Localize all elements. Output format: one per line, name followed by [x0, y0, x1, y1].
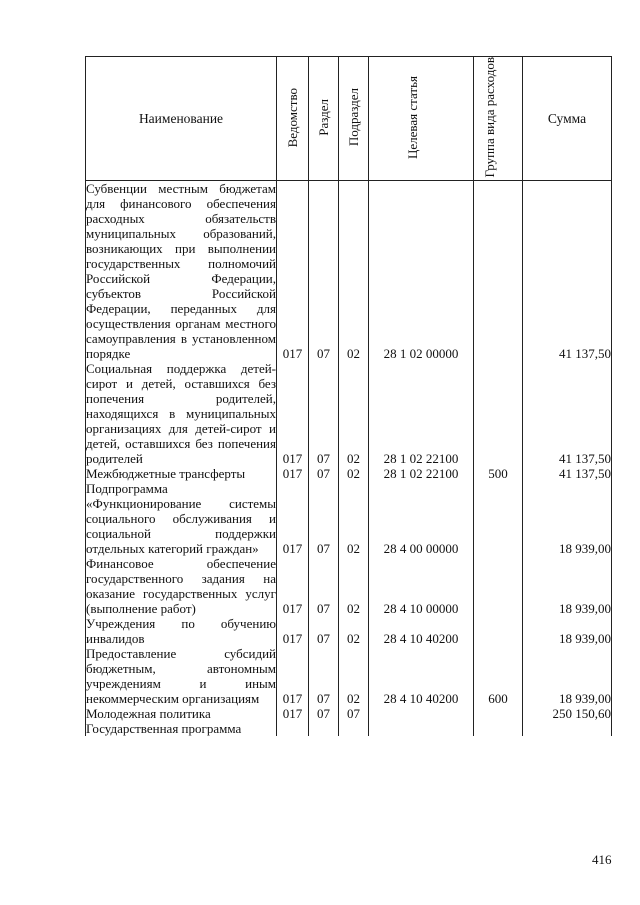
table-row — [86, 556, 612, 616]
header-razdel: Раздел — [315, 98, 331, 136]
row-podrazdel: 02 — [339, 556, 369, 616]
table-header-row — [86, 57, 612, 181]
row-celevaya-statya — [369, 721, 474, 736]
row-gruppa — [474, 721, 523, 736]
table-body — [86, 181, 612, 737]
table-row — [86, 721, 612, 736]
row-summa: 41 137,50 — [523, 466, 612, 481]
row-summa: 18 939,00 — [523, 556, 612, 616]
row-podrazdel: 02 — [339, 181, 369, 362]
row-name: Предоставление субсидий бюджетным, автономным учреждениям и иным некоммерческим организациям — [86, 646, 276, 707]
row-gruppa — [474, 481, 523, 556]
row-name: Государственная программа — [86, 721, 277, 736]
row-vedomstvo: 017 — [277, 181, 309, 362]
row-vedomstvo: 017 — [277, 556, 309, 616]
row-celevaya-statya: 28 1 02 00000 — [369, 181, 474, 362]
row-summa: 250 150,60 — [523, 706, 612, 721]
row-razdel: 07 — [309, 361, 339, 466]
row-vedomstvo: 017 — [277, 466, 309, 481]
header-podrazdel: Подраздел — [345, 88, 361, 147]
row-celevaya-statya: 28 4 00 00000 — [369, 481, 474, 556]
row-podrazdel: 02 — [339, 466, 369, 481]
row-vedomstvo: 017 — [277, 616, 309, 646]
row-podrazdel: 07 — [339, 706, 369, 721]
row-podrazdel: 02 — [339, 481, 369, 556]
row-gruppa — [474, 706, 523, 721]
row-razdel: 07 — [309, 646, 339, 706]
row-name: Субвенции местным бюджетам для финансового обеспечения расходных обязательств муниципальных образований, возникающих при выполнении государственных полномочий Российской Федерации, субъектов Российской Федерации, переданных для осуществления органам местного самоуправления в установленном порядке — [86, 181, 276, 362]
row-razdel: 07 — [309, 466, 339, 481]
row-name: Учреждения по обучению инвалидов — [86, 616, 276, 647]
table-row — [86, 706, 612, 721]
row-gruppa — [474, 616, 523, 646]
row-razdel: 07 — [309, 616, 339, 646]
row-name: Межбюджетные трансферты — [86, 466, 277, 481]
row-podrazdel — [339, 721, 369, 736]
header-summa: Сумма — [523, 57, 612, 181]
row-celevaya-statya: 28 4 10 40200 — [369, 616, 474, 646]
row-summa: 18 939,00 — [523, 616, 612, 646]
row-vedomstvo: 017 — [277, 706, 309, 721]
row-razdel: 07 — [309, 556, 339, 616]
row-razdel: 07 — [309, 481, 339, 556]
row-razdel — [309, 721, 339, 736]
row-razdel: 07 — [309, 706, 339, 721]
row-name: Социальная поддержка детей-сирот и детей, оставшихся без попечения родителей, находящихся в муниципальных организациях для детей-сирот и детей, оставшихся без попечения родителей — [86, 361, 276, 467]
row-vedomstvo — [277, 721, 309, 736]
row-vedomstvo: 017 — [277, 646, 309, 706]
row-summa: 41 137,50 — [523, 361, 612, 466]
row-summa: 41 137,50 — [523, 181, 612, 362]
header-name: Наименование — [86, 57, 277, 181]
header-vedomstvo: Ведомство — [284, 87, 300, 147]
page-number: 416 — [592, 852, 612, 867]
row-summa: 18 939,00 — [523, 646, 612, 706]
table-row — [86, 481, 612, 556]
row-name: Молодежная политика — [86, 706, 277, 721]
row-gruppa — [474, 556, 523, 616]
row-podrazdel: 02 — [339, 646, 369, 706]
row-celevaya-statya — [369, 706, 474, 721]
table-row — [86, 616, 612, 646]
row-celevaya-statya: 28 1 02 22100 — [369, 466, 474, 481]
row-vedomstvo: 017 — [277, 481, 309, 556]
row-celevaya-statya: 28 4 10 00000 — [369, 556, 474, 616]
row-vedomstvo: 017 — [277, 361, 309, 466]
row-name: Финансовое обеспечение государственного задания на оказание государственных услуг (выполнение работ) — [86, 556, 276, 617]
table-row — [86, 361, 612, 466]
row-celevaya-statya: 28 4 10 40200 — [369, 646, 474, 706]
row-podrazdel: 02 — [339, 361, 369, 466]
row-gruppa — [474, 361, 523, 466]
row-gruppa: 600 — [474, 646, 523, 706]
row-name: Подпрограмма «Функционирование системы социального обслуживания и социальной поддержки отдельных категорий граждан» — [86, 481, 276, 557]
row-summa: 18 939,00 — [523, 481, 612, 556]
row-podrazdel: 02 — [339, 616, 369, 646]
table-row — [86, 181, 612, 362]
header-gruppa: Группа вида расходов — [482, 57, 497, 178]
budget-table — [85, 56, 612, 736]
table-row — [86, 466, 612, 481]
table-row — [86, 646, 612, 706]
row-summa — [523, 721, 612, 736]
row-celevaya-statya: 28 1 02 22100 — [369, 361, 474, 466]
row-gruppa — [474, 181, 523, 362]
row-razdel: 07 — [309, 181, 339, 362]
header-celevaya: Целевая статья — [405, 75, 420, 159]
row-gruppa: 500 — [474, 466, 523, 481]
